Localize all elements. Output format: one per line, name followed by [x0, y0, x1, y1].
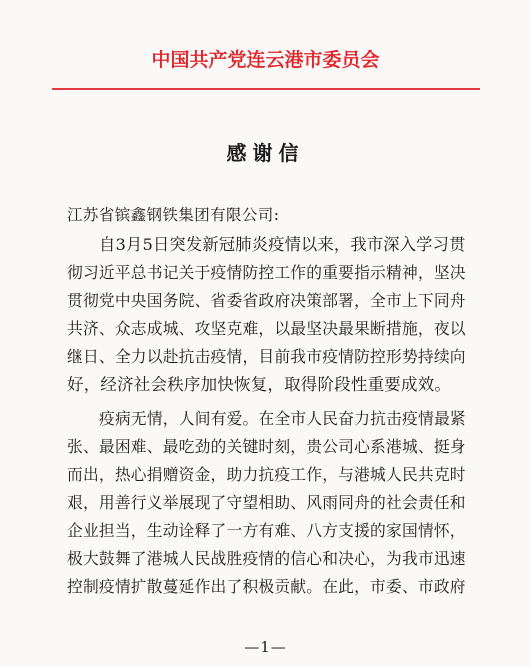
- body-line: 企业担当，生动诠释了一方有难、八方支援的家国情怀，: [67, 521, 466, 540]
- body-line: 共济、众志成城、攻坚克难，以最坚决最果断措施，夜以: [67, 319, 466, 338]
- letterhead-red-rule: [52, 88, 480, 90]
- body-line: 彻习近平总书记关于疫情防控工作的重要指示精神，坚决: [67, 263, 466, 282]
- page-number: —1—: [244, 638, 287, 656]
- body-line: 而出，热心捐赠资金，助力抗疫工作，与港城人民共克时: [67, 465, 466, 484]
- document-title: 感谢信: [226, 141, 305, 165]
- body-line: 极大鼓舞了港城人民战胜疫情的信心和决心，为我市迅速: [67, 549, 466, 568]
- body-line: 控制疫情扩散蔓延作出了积极贡献。在此，市委、市政府: [67, 577, 466, 596]
- body-line: 张、最困难、最吃劲的关键时刻，贵公司心系港城、挺身: [67, 437, 466, 456]
- body-line: 艰，用善行义举展现了守望相助、风雨同舟的社会责任和: [67, 493, 466, 512]
- salutation: 江苏省镔鑫钢铁集团有限公司:: [67, 206, 280, 224]
- body-line: 贯彻党中央国务院、省委省政府决策部署，全市上下同舟: [67, 291, 466, 310]
- letterhead: 中国共产党连云港市委员会: [151, 49, 380, 71]
- body-line: 继日、全力以赴抗击疫情，目前我市疫情防控形势持续向: [67, 347, 466, 366]
- body-line: 自3月5日突发新冠肺炎疫情以来，我市深入学习贯: [99, 235, 466, 254]
- body-line: 疫病无情，人间有爱。在全市人民奋力抗击疫情最紧: [99, 409, 466, 428]
- body-line: 好，经济社会秩序加快恢复，取得阶段性重要成效。: [67, 375, 452, 394]
